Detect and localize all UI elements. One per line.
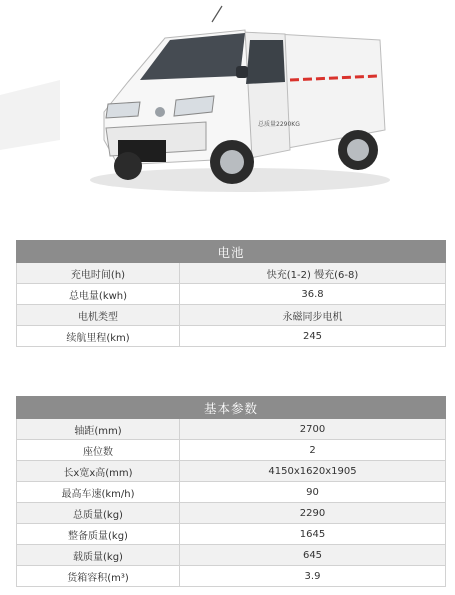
row-label: 轴距(mm)	[17, 419, 180, 440]
table-row	[17, 326, 446, 347]
row-value: 3.9	[180, 566, 446, 587]
table-row	[17, 524, 446, 545]
row-value: 2700	[180, 419, 446, 440]
row-label: 整备质量(kg)	[17, 524, 180, 545]
vehicle-photo	[0, 0, 455, 215]
vehicle-side-text: 总质量2290KG	[258, 121, 300, 128]
basic-spec-table	[16, 396, 446, 587]
table-title-row	[17, 241, 446, 263]
row-label: 总电量(kwh)	[17, 284, 180, 305]
row-value: 永磁同步电机	[180, 305, 446, 326]
row-label: 充电时间(h)	[17, 263, 180, 284]
row-value: 90	[180, 482, 446, 503]
table-row	[17, 263, 446, 284]
table-row	[17, 482, 446, 503]
row-label: 货箱容积(m³)	[17, 566, 180, 587]
row-label: 最高车速(km/h)	[17, 482, 180, 503]
row-label: 载质量(kg)	[17, 545, 180, 566]
battery-spec-table	[16, 240, 446, 347]
basic-table-title: 基本参数	[17, 397, 446, 419]
table-row	[17, 419, 446, 440]
row-value: 36.8	[180, 284, 446, 305]
table-title-row	[17, 397, 446, 419]
row-value: 4150x1620x1905	[180, 461, 446, 482]
row-label: 续航里程(km)	[17, 326, 180, 347]
battery-table-title: 电池	[17, 241, 446, 263]
row-value: 快充(1-2) 慢充(6-8)	[180, 263, 446, 284]
row-value: 2290	[180, 503, 446, 524]
table-row	[17, 566, 446, 587]
row-value: 245	[180, 326, 446, 347]
table-row	[17, 305, 446, 326]
row-label: 座位数	[17, 440, 180, 461]
row-value: 1645	[180, 524, 446, 545]
row-label: 长x宽x高(mm)	[17, 461, 180, 482]
table-row	[17, 284, 446, 305]
electric-van-illustration	[0, 0, 455, 215]
row-label: 总质量(kg)	[17, 503, 180, 524]
table-row	[17, 503, 446, 524]
table-row	[17, 545, 446, 566]
table-row	[17, 440, 446, 461]
row-label: 电机类型	[17, 305, 180, 326]
row-value: 2	[180, 440, 446, 461]
row-value: 645	[180, 545, 446, 566]
table-row	[17, 461, 446, 482]
